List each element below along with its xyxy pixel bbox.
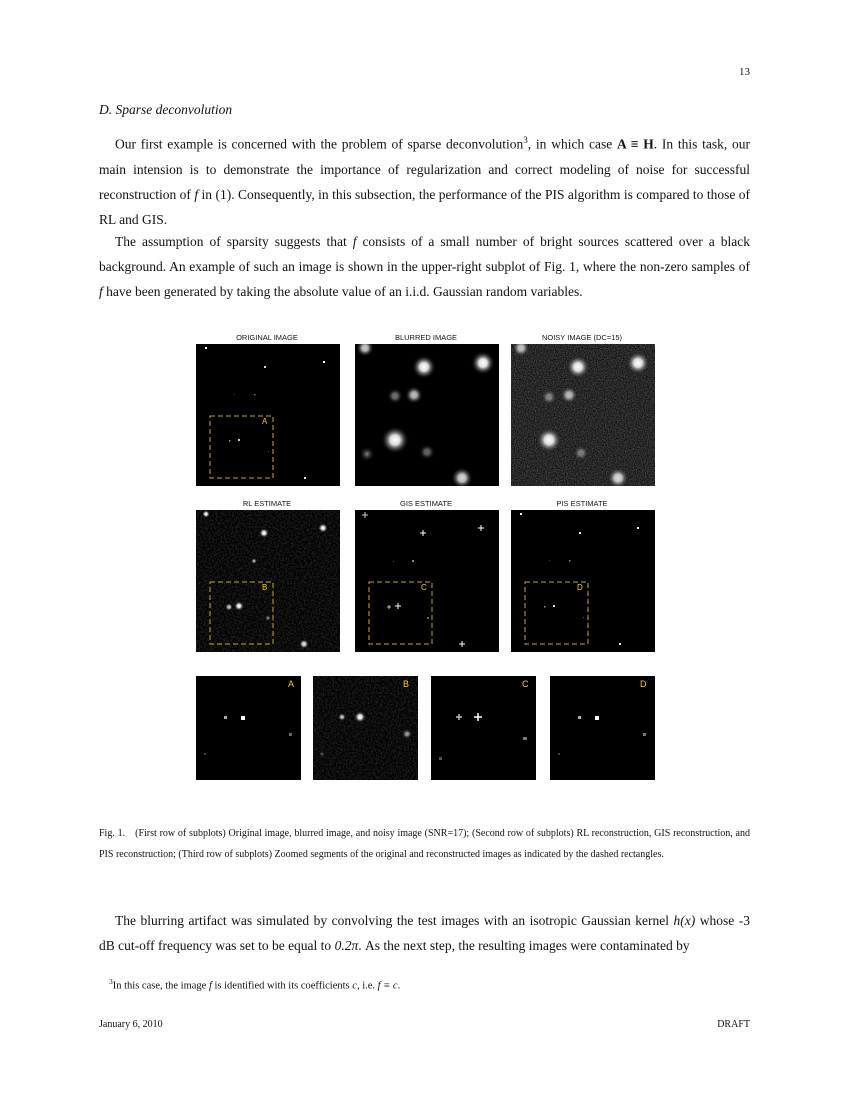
title-rl: RL ESTIMATE xyxy=(242,499,292,508)
rl-estimate-panel xyxy=(196,510,340,652)
source-point xyxy=(205,347,207,349)
original-image-panel xyxy=(196,344,340,486)
source-point xyxy=(238,439,240,441)
title-blurred: BLURRED IMAGE xyxy=(394,333,458,342)
zoom-b-panel xyxy=(313,676,418,780)
footer-draft: DRAFT xyxy=(717,1019,750,1030)
source-point xyxy=(234,394,235,395)
paragraph-3: The blurring artifact was simulated by convolving the test images with an isotropic Gaussian kernel h(x) whose -3 dB cut-off frequency was set to be equal to 0.2π. As the next step, the resulting images were contaminated by xyxy=(99,913,750,953)
source-point xyxy=(304,477,306,479)
source-point xyxy=(323,361,325,363)
noisy-image-panel xyxy=(511,344,655,486)
zoom-label-c: C xyxy=(522,679,529,689)
title-pis: PIS ESTIMATE xyxy=(556,499,608,508)
figure-caption: Fig. 1. (First row of subplots) Original image, blurred image, and noisy image (SNR=17); (Second row of subplots) RL reconstruction, GIS reconstruction, and PIS reconstruction; (Third row of subplots) Zoomed segments of the original and reconstructed images as indicated by the dashed rectangles. xyxy=(99,828,750,860)
zoom-c-panel xyxy=(431,676,536,780)
figure-1 xyxy=(195,330,655,785)
paragraph-1: Our first example is concerned with the problem of sparse deconvolution$^3$, in which case A ≡ H. In this task, our main intension is to demonstrate the importance of regularization and correct modeling of noise for successful reconstruction of f in (1). Consequently, in this subsection, the performance of the PIS algorithm is compared to those of RL and GIS. xyxy=(99,135,751,227)
zoom-label-d: D xyxy=(640,679,647,689)
label-c: C xyxy=(421,583,427,592)
label-b: B xyxy=(262,583,268,592)
pis-estimate-panel xyxy=(511,510,655,652)
gis-estimate-panel xyxy=(355,510,499,652)
footnote: $^3$In this case, the image f is identified with its coefficients c, i.e. f ≡ c. xyxy=(109,977,401,992)
footer-date: January 6, 2010 xyxy=(99,1019,163,1030)
source-point xyxy=(254,394,256,396)
zoom-label-a: A xyxy=(288,679,295,689)
title-gis: GIS ESTIMATE xyxy=(400,499,452,508)
section-heading: D. Sparse deconvolution xyxy=(99,102,233,117)
label-d: D xyxy=(577,583,583,592)
zoom-label-b: B xyxy=(403,679,410,689)
title-original: ORIGINAL IMAGE xyxy=(236,333,298,342)
source-point xyxy=(264,366,266,368)
zoom-a-panel xyxy=(196,676,301,780)
zoom-d-panel xyxy=(550,676,655,780)
label-a: A xyxy=(262,417,268,426)
source-point xyxy=(268,451,269,452)
paragraph-2: The assumption of sparsity suggests that f consists of a small number of bright sources scattered over a black background. An example of such an image is shown in the upper-right subplot of Fig. 1, where the non-zero samples of f have been generated by taking the absolute value of an i.i.d. Gaussian random variables. xyxy=(99,234,750,299)
source-point xyxy=(229,440,231,442)
blurred-image-panel xyxy=(355,344,499,486)
title-noisy: NOISY IMAGE (DC=15) xyxy=(541,333,623,342)
page-number: 13 xyxy=(739,66,750,78)
